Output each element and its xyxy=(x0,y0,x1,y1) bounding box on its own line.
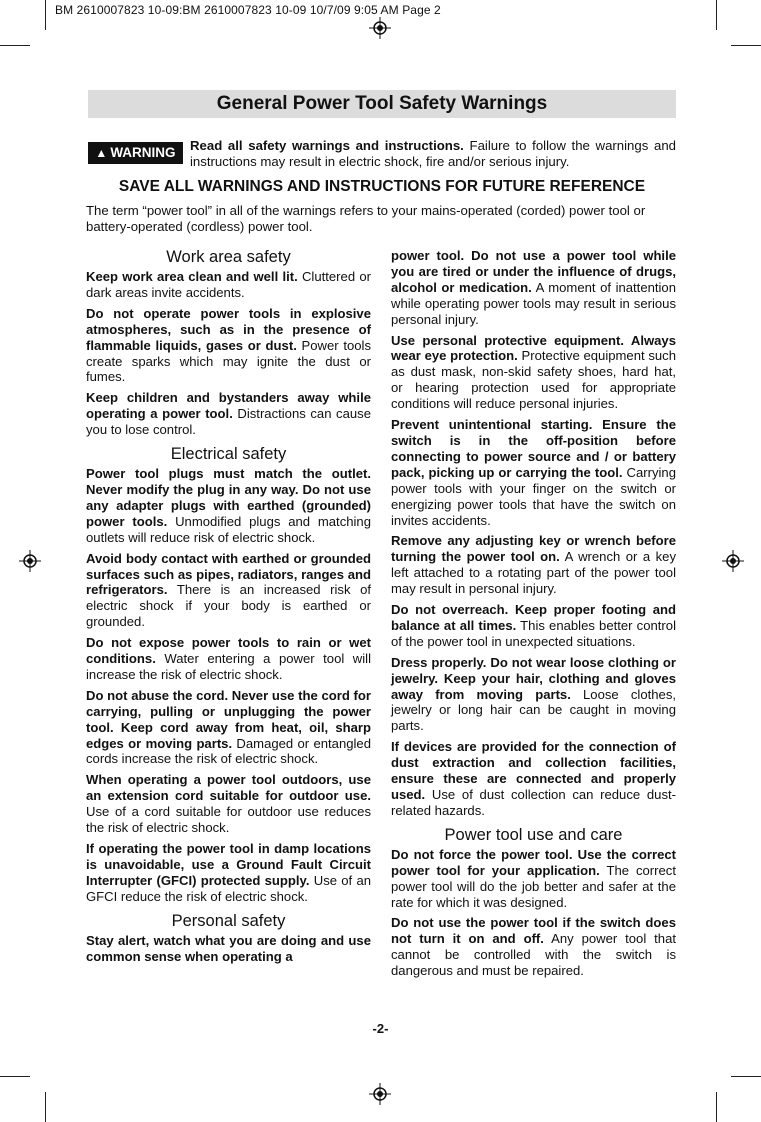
section-heading: Power tool use and care xyxy=(444,825,623,844)
section-heading: Personal safety xyxy=(171,911,286,930)
paragraph-bold: If operating the power tool in damp locations is unavoidable, use a Ground Fault Circuit Interrupter (GFCI) protected supply. xyxy=(86,841,371,888)
paragraph-text: The correct power tool will do the job better and safer at the rate for which it was designed. xyxy=(391,862,676,910)
paragraph-text: Damaged or entangled cords increase the risk of electric shock. xyxy=(86,735,371,767)
registration-mark-icon xyxy=(369,17,391,39)
paragraph-text: Unmodified plugs and matching outlets will reduce risk of electric shock. xyxy=(86,513,371,545)
crop-mark xyxy=(0,45,30,46)
paragraph xyxy=(86,306,371,386)
paragraph-bold: Do not expose power tools to rain or wet conditions. xyxy=(86,635,371,667)
paragraph-text: Carrying power tools with your finger on the switch or energizing power tools that have the switch on invites accidents. xyxy=(391,464,676,528)
registration-mark-icon xyxy=(19,550,41,572)
paragraph-text: Any power tool that cannot be controlled with the switch is dangerous and must be repaired. xyxy=(391,931,676,979)
paragraph-text: Power tools create sparks which may ignite the dust or fumes. xyxy=(86,337,371,385)
paragraph xyxy=(86,772,371,836)
crop-mark xyxy=(45,0,46,30)
personal-safety-first-paragraph-start: Stay alert, watch what you are doing and use common sense when operating a xyxy=(86,932,371,964)
paragraph-text: Use of a cord suitable for outdoor use reduces the risk of electric shock. xyxy=(86,804,371,836)
crop-mark xyxy=(731,45,761,46)
paragraph xyxy=(86,635,371,683)
paragraph-text: Use of an GFCI reduce the risk of electric shock. xyxy=(86,872,372,904)
personal-safety-lead-full xyxy=(0,0,1,1)
crop-mark xyxy=(716,1092,717,1122)
crop-mark xyxy=(0,1076,30,1077)
paragraph xyxy=(86,390,371,438)
paragraph-text: Protective equipment such as dust mask, non-skid safety shoes, hard hat, or hearing protection used for appropriate conditions will reduce personal injuries. xyxy=(391,348,676,412)
paragraph-text: This enables better control of the power tool in unexpected situations. xyxy=(391,617,676,649)
warning-badge xyxy=(88,142,183,164)
paragraph-bold: power tool. Do not use a power tool while you are tired or under the influence of drugs, alcohol or medication. xyxy=(391,248,676,295)
paragraph-bold: Prevent unintentional starting. Ensure the switch is in the off-position before connecting to power source and / or battery pack, picking up or carrying the tool. xyxy=(391,417,676,480)
paragraph-bold: When operating a power tool outdoors, use an extension cord suitable for outdoor use. xyxy=(86,772,371,804)
paragraph-bold: Do not overreach. Keep proper footing and balance at all times. xyxy=(391,602,676,633)
warning-text xyxy=(190,138,676,170)
paragraph-bold: If devices are provided for the connection of dust extraction and collection facilities, ensure these are connected and properly used. xyxy=(391,739,676,802)
registration-mark-icon xyxy=(722,550,744,572)
paragraph-text: A moment of inattention while operating power tools may result in serious personal injury. xyxy=(391,279,676,327)
paragraph xyxy=(86,551,371,631)
warning-body: Failure to follow the warnings and instructions may result in electric shock, fire and/or serious injury. xyxy=(190,138,676,169)
paragraph xyxy=(391,602,676,650)
paragraph xyxy=(86,688,371,768)
paragraph-bold: Avoid body contact with earthed or grounded surfaces such as pipes, radiators, ranges and refrigerators. xyxy=(86,550,371,598)
paragraph-bold: Use personal protective equipment. Always wear eye protection. xyxy=(391,332,676,364)
paragraph-bold: Do not force the power tool. Use the correct power tool for your application. xyxy=(391,846,676,878)
paragraph-bold: Keep children and bystanders away while operating a power tool. xyxy=(86,390,371,422)
paragraph-text: Cluttered or dark areas invite accidents. xyxy=(86,269,371,300)
paragraph xyxy=(391,248,676,328)
paragraph-text: Loose clothes, jewelry or long hair can be caught in moving parts. xyxy=(391,686,676,734)
paragraph xyxy=(391,655,676,735)
paragraph-text: A wrench or a key left attached to a rotating part of the power tool may result in personal injury. xyxy=(391,549,676,597)
paragraph-text: Use of dust collection can reduce dust-related hazards. xyxy=(391,787,676,818)
paragraph xyxy=(86,841,371,905)
left-column xyxy=(86,248,371,965)
warning-badge-label: WARNING xyxy=(110,145,176,160)
crop-mark xyxy=(45,1092,46,1122)
paragraph-bold: Do not use the power tool if the switch does not turn it on and off. xyxy=(391,915,676,947)
paragraph xyxy=(391,915,676,979)
warning-bold: Read all safety warnings and instructions. xyxy=(190,138,464,153)
paragraph-bold: Dress properly. Do not wear loose clothing or jewelry. Keep your hair, clothing and gloves away from moving parts. xyxy=(391,654,676,702)
warning-triangle-icon: ▲ xyxy=(95,146,108,160)
paragraph-text: Water entering a power tool will increase the risk of electric shock. xyxy=(86,651,371,682)
paragraph xyxy=(86,466,371,546)
paragraph-bold: Do not operate power tools in explosive atmospheres, such as in the presence of flammable liquids, gases or dust. xyxy=(86,305,371,353)
paragraph xyxy=(391,739,676,819)
paragraph xyxy=(391,417,676,528)
right-column xyxy=(391,248,676,984)
paragraph-bold: Do not abuse the cord. Never use the cord for carrying, pulling or unplugging the power tool. Keep cord away from heat, oil, sharp edges or moving parts. xyxy=(86,687,371,751)
crop-mark xyxy=(716,0,717,30)
paragraph xyxy=(391,847,676,911)
paragraph xyxy=(391,533,676,597)
section-heading: Electrical safety xyxy=(170,445,287,464)
section-heading: Work area safety xyxy=(166,248,291,266)
paragraph xyxy=(86,269,371,301)
paragraph-bold: Keep work area clean and well lit. xyxy=(86,269,298,284)
paragraph-bold: Remove any adjusting key or wrench before turning the power tool on. xyxy=(391,533,676,565)
save-instructions-heading: SAVE ALL WARNINGS AND INSTRUCTIONS FOR FUTURE REFERENCE xyxy=(118,178,646,195)
paragraph xyxy=(391,333,676,413)
paragraph-text: There is an increased risk of electric shock if your body is earthed or grounded. xyxy=(86,582,371,630)
intro-paragraph: The term “power tool” in all of the warnings refers to your mains-operated (corded) power tool or battery-operated (cordless) power tool. xyxy=(86,203,646,234)
page-number: -2- xyxy=(372,1021,389,1036)
paragraph-text: Distractions can cause you to lose control. xyxy=(86,406,371,438)
paragraph-bold: Power tool plugs must match the outlet. Never modify the plug in any way. Do not use any adapter plugs with earthed (grounded) power tools. xyxy=(86,466,371,529)
registration-mark-icon xyxy=(369,1083,391,1105)
page-title: General Power Tool Safety Warnings xyxy=(88,90,676,118)
crop-mark xyxy=(731,1076,761,1077)
print-slug: BM 2610007823 10-09:BM 2610007823 10-09 10/7/09 9:05 AM Page 2 xyxy=(55,3,441,17)
